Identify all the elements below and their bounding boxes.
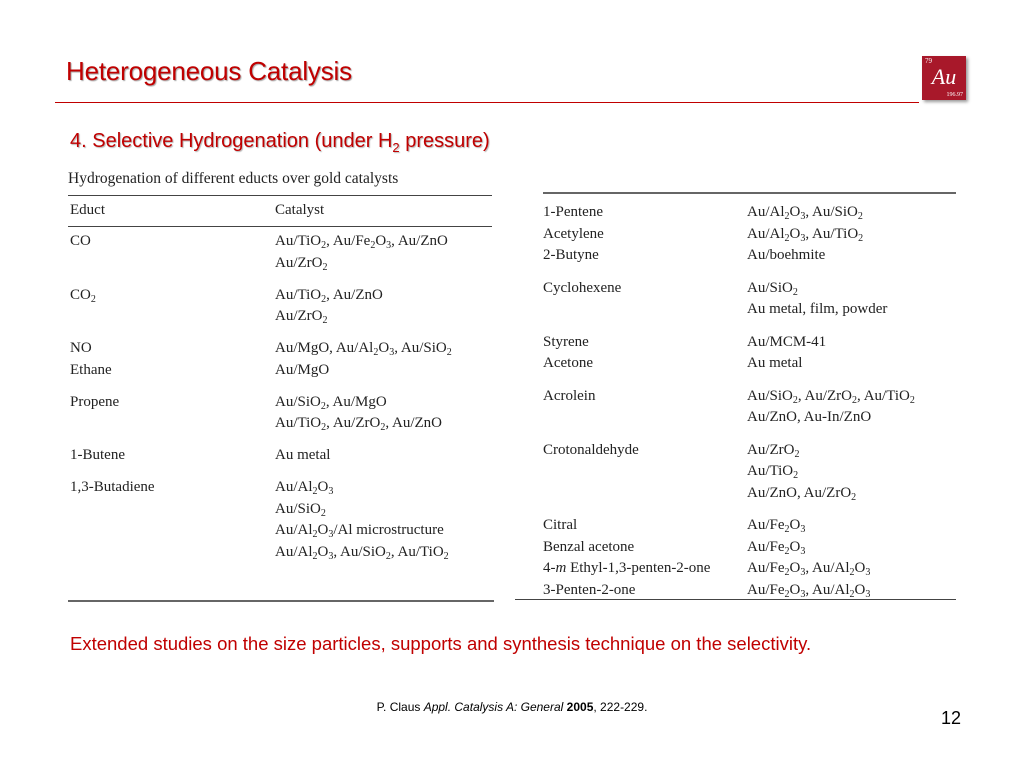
catalyst-cell: Au/SiO$_2$ <box>275 500 326 519</box>
reference <box>0 700 1024 714</box>
catalyst-cell: $Au/Fe_2O_3$, $Au/Al_2O_3$ <box>747 560 871 579</box>
catalyst-cell: Au/ZnO, Au-In/ZnO <box>747 409 872 426</box>
logo-atomic-number: 79 <box>925 57 932 65</box>
subtitle-suffix: pressure) <box>399 130 490 152</box>
catalyst-cell: Au/SiO$_2$, Au/ZrO$_2$, Au/TiO$_2$ <box>747 387 915 406</box>
catalyst-cell: $Au/Fe_2O_3$ <box>747 517 806 536</box>
catalyst-cell: Au/SiO$_2$ <box>747 279 798 298</box>
catalyst-cell: $Au/Al_2O_3$ <box>275 478 334 497</box>
catalyst-cell: $Au/Al_2O_3$, Au/SiO$_2$, Au/TiO$_2$ <box>275 543 449 562</box>
catalyst-cell: Au/TiO$_2$ <box>747 463 799 482</box>
catalyst-cell: Au/SiO$_2$, Au/MgO <box>275 393 387 412</box>
catalyst-cell: Au/MgO <box>275 361 330 378</box>
reference-year: 2005 <box>566 700 594 714</box>
catalyst-cell: Au/ZrO$_2$ <box>275 254 328 273</box>
header-catalyst: Catalyst <box>275 202 325 218</box>
catalyst-cell: Au/TiO$_2$, Au/ZnO <box>275 286 383 305</box>
subtitle-subscript: 2 <box>392 140 400 155</box>
educt-cell: $CO_2$ <box>70 286 96 305</box>
logo-symbol: Au <box>931 64 957 89</box>
page-number: 12 <box>941 708 962 728</box>
table-left <box>68 170 494 606</box>
catalyst-cell: Au/TiO$_2$, $Au/Fe_2O_3$, Au/ZnO <box>275 233 448 251</box>
educt-cell: Acetone <box>543 355 593 372</box>
table-header-rule <box>68 226 492 227</box>
educt-cell: Acrolein <box>543 387 596 404</box>
educt-cell: 1-Pentene <box>543 204 603 220</box>
table-bottom-rule <box>68 600 494 602</box>
slide-title: Heterogeneous Catalysis <box>66 56 352 86</box>
educt-cell: Styrene <box>543 333 589 350</box>
educt-cell: Crotonaldehyde <box>543 441 639 458</box>
catalyst-cell: $Au/Fe_2O_3$, $Au/Al_2O_3$ <box>747 582 871 600</box>
title-underline <box>55 102 919 103</box>
catalyst-cell: Au/TiO$_2$, Au/ZrO$_2$, Au/ZnO <box>275 415 442 434</box>
conclusion-note: Extended studies on the size particles, supports and synthesis technique on the selectivity. <box>70 633 812 654</box>
reference-author: P. Claus <box>376 700 424 714</box>
catalyst-cell: Au/ZrO$_2$ <box>275 308 328 327</box>
logo-atomic-mass: 196.97 <box>946 92 963 98</box>
educt-cell: 4-m Ethyl-1,3-penten-2-one <box>543 560 711 577</box>
table-top-rule <box>543 192 956 194</box>
catalyst-cell: $Au/Al_2O_3$, Au/TiO$_2$ <box>747 225 864 244</box>
educt-cell: Acetylene <box>543 225 604 242</box>
catalyst-cell: Au/MgO, $Au/Al_2O_3$, Au/SiO$_2$ <box>275 340 452 358</box>
table-top-rule <box>68 195 492 196</box>
educt-cell: Cyclohexene <box>543 279 622 296</box>
educt-cell: 1-Butene <box>70 447 125 463</box>
educt-cell: NO <box>70 340 92 356</box>
table-caption: Hydrogenation of different educts over gold catalysts <box>68 170 399 187</box>
catalyst-cell: Au/boehmite <box>747 247 826 264</box>
catalyst-cell: Au/ZnO, Au/ZrO$_2$ <box>747 484 857 503</box>
gold-element-logo <box>922 56 966 100</box>
educt-cell: 1,3-Butadiene <box>70 478 155 495</box>
catalyst-cell: Au metal <box>747 355 803 372</box>
catalyst-cell: $Au/Fe_2O_3$ <box>747 538 806 557</box>
educt-cell: 2-Butyne <box>543 247 599 264</box>
reference-journal: Appl. Catalysis A: General <box>423 700 564 714</box>
catalyst-cell: $Au/Al_2O_3$, Au/SiO$_2$ <box>747 204 863 222</box>
educt-cell: Benzal acetone <box>543 538 635 555</box>
catalyst-cell: $Au/Al_2O_3/Al$ microstructure <box>275 522 444 541</box>
educt-cell: CO <box>70 233 91 249</box>
section-subtitle <box>70 130 490 155</box>
subtitle-prefix: 4. Selective Hydrogenation (under H <box>70 130 393 152</box>
header-educt: Educt <box>70 202 105 218</box>
educt-cell: Citral <box>543 517 578 534</box>
table-right <box>543 190 956 602</box>
reference-pages: , 222-229. <box>593 700 648 714</box>
catalyst-cell: Au metal, film, powder <box>747 301 888 318</box>
catalyst-cell: Au/ZrO$_2$ <box>747 441 800 460</box>
educt-cell: 3-Penten-2-one <box>543 582 636 598</box>
educt-cell: Ethane <box>70 361 112 378</box>
educt-cell: Propene <box>70 393 120 410</box>
catalyst-cell: Au metal <box>275 447 331 463</box>
catalyst-cell: Au/MCM-41 <box>747 333 827 350</box>
